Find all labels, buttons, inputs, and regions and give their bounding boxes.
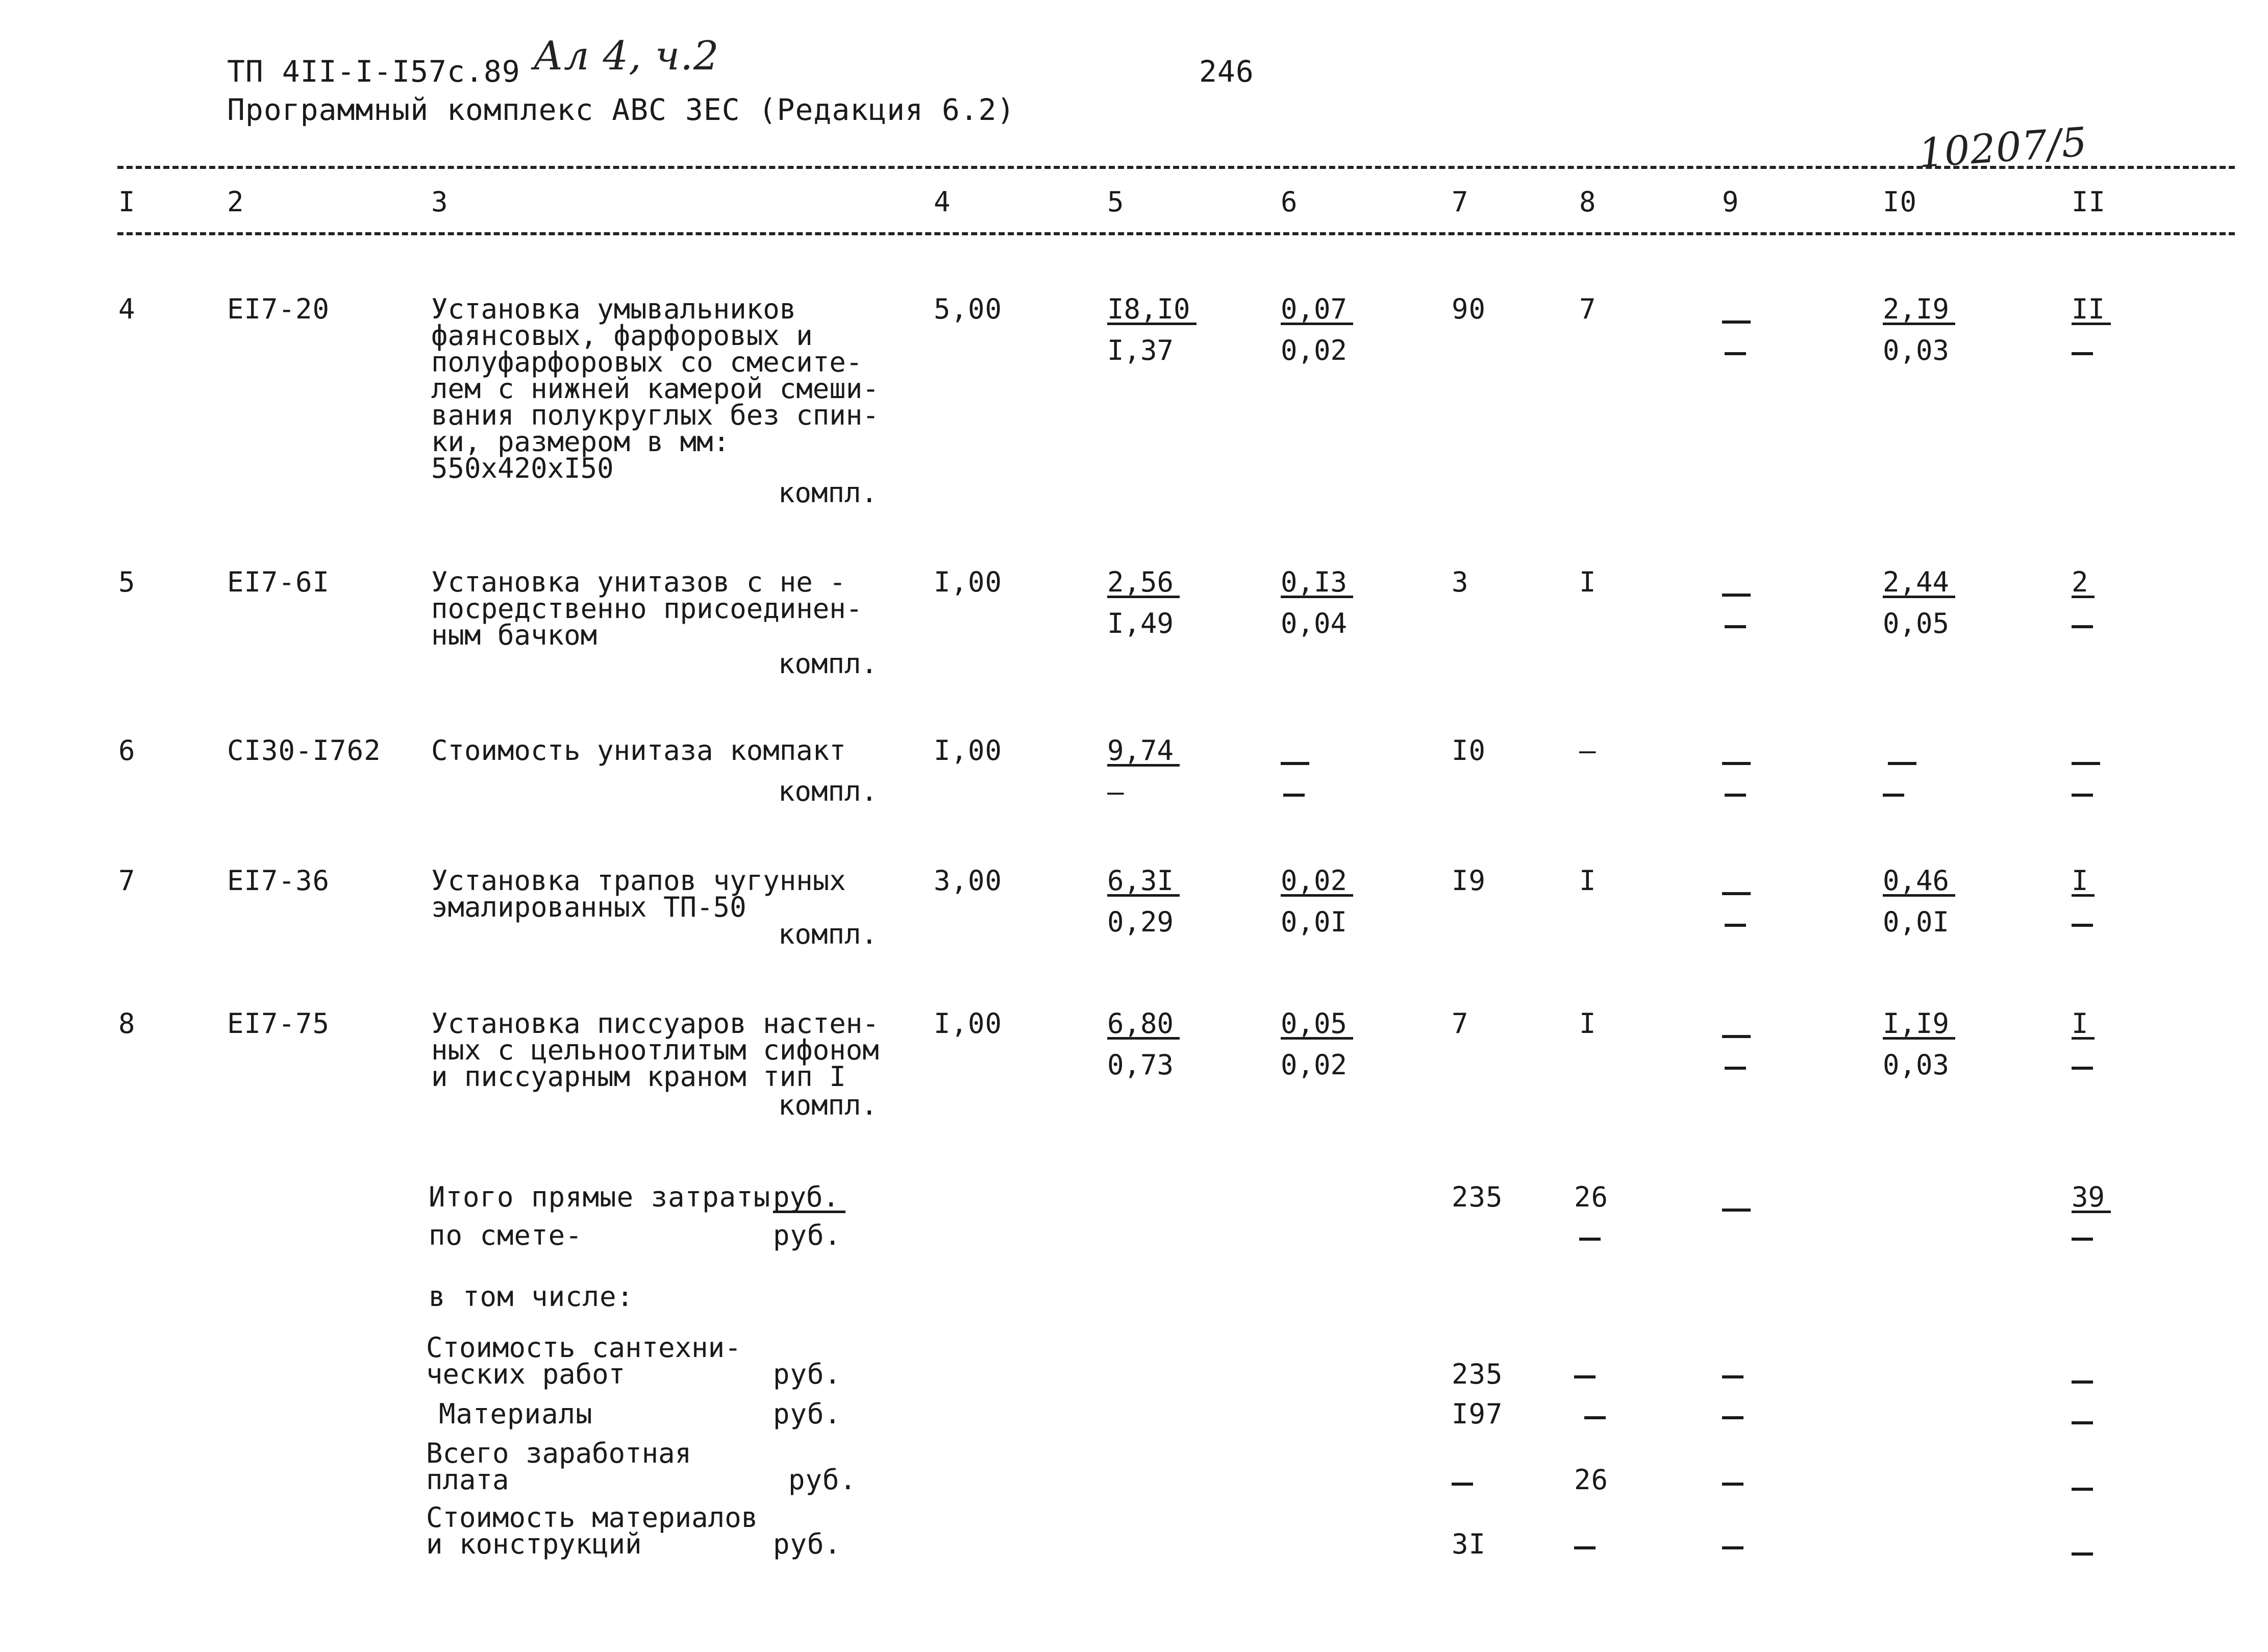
document-code: ТП 4II-I-I57с.89: [227, 54, 520, 89]
totals-col8-dash: [1579, 1238, 1601, 1241]
col10-top: 2,I9: [1883, 296, 1955, 325]
row-quantity: I,00: [934, 734, 1003, 767]
totals-col9-dash: [1722, 1209, 1751, 1212]
col9-dash-top: [1722, 320, 1751, 324]
column-header: 7: [1452, 186, 1469, 218]
column-header: 9: [1722, 186, 1739, 218]
col5-bottom: I,49: [1107, 607, 1174, 639]
col5-fraction: [1107, 1007, 1180, 1081]
col5-bottom: –: [1107, 776, 1124, 808]
col6-top: 0,05: [1281, 1010, 1353, 1040]
col11-value: [2072, 566, 2095, 598]
col6-top: 0,07: [1281, 296, 1353, 325]
col6-fraction: [1281, 1007, 1353, 1081]
totals-item-col7: 235: [1452, 1358, 1503, 1390]
col6-bottom: 0,0I: [1281, 906, 1348, 938]
col9-dash-bottom: [1725, 794, 1746, 797]
totals-col11-dash: [2072, 1238, 2093, 1241]
col6-dash-top: [1281, 762, 1309, 765]
col10-top: I,I9: [1883, 1010, 1955, 1040]
row-quantity: I,00: [934, 1007, 1003, 1040]
col6-top: 0,I3: [1281, 569, 1353, 598]
including-label: в том числе:: [429, 1280, 634, 1313]
page-number: 246: [1199, 54, 1254, 89]
col10-dash-top: [1888, 762, 1916, 765]
totals-item-col11-dash: [2072, 1552, 2093, 1556]
col5-bottom: 0,29: [1107, 906, 1174, 938]
totals-item-col9-dash: [1722, 1416, 1743, 1419]
col8-value: I: [1579, 566, 1597, 598]
col5-bottom: 0,73: [1107, 1049, 1174, 1081]
col6-bottom: 0,02: [1281, 334, 1348, 366]
col11-dash-bottom: [2072, 352, 2093, 355]
handwritten-reference: 10207/5: [1917, 119, 2089, 177]
col9-dash-top: [1722, 1035, 1751, 1038]
col11-top: I: [2072, 1010, 2095, 1040]
col6-dash-bottom: [1283, 794, 1305, 797]
col10-bottom: 0,05: [1883, 607, 1950, 639]
totals-item-unit: руб.: [788, 1464, 857, 1496]
totals-unit-line2: руб.: [773, 1219, 842, 1251]
col10-fraction: [1883, 566, 1955, 639]
totals-item-col11-dash: [2072, 1421, 2093, 1424]
totals-unit-line1: [773, 1181, 845, 1213]
col9-dash-bottom: [1725, 352, 1746, 355]
col7-value: 90: [1452, 293, 1486, 325]
row-number: 4: [118, 293, 136, 325]
totals-item-label: Стоимость материалов и конструкций: [426, 1501, 758, 1560]
col10-bottom: 0,03: [1883, 334, 1950, 366]
col5-bottom: I,37: [1107, 334, 1174, 366]
totals-item-col7: 3I: [1452, 1528, 1486, 1560]
row-description: Установка писсуаров настен- ных с цельноотлитым сифоном и писсуарным краном тип I: [431, 1007, 879, 1093]
totals-col7: 235: [1452, 1181, 1503, 1213]
col5-top: 2,56: [1107, 569, 1180, 598]
col10-bottom: 0,03: [1883, 1049, 1950, 1081]
totals-item-unit: руб.: [773, 1398, 842, 1430]
col11-dash-bottom: [2072, 1067, 2093, 1070]
col11-dash-bottom: [2072, 924, 2093, 927]
totals-item-label: Стоимость сантехни- ческих работ: [426, 1332, 741, 1390]
col11-dash-top: [2072, 762, 2100, 765]
totals-item-col7-dash: [1452, 1483, 1473, 1486]
program-title: Программный комплекс АВС ЗЕС (Редакция 6.2): [227, 92, 1015, 127]
row-quantity: 5,00: [934, 293, 1003, 325]
handwritten-note: Ал 4, ч.2: [533, 33, 719, 79]
col11-top: II: [2072, 296, 2111, 325]
col5-fraction: [1107, 566, 1180, 639]
totals-item-col11-dash: [2072, 1380, 2093, 1384]
row-unit: компл.: [778, 918, 878, 950]
totals-item-unit: руб.: [773, 1358, 842, 1390]
col9-dash-top: [1722, 762, 1751, 765]
column-header: 5: [1107, 186, 1125, 218]
column-header: 2: [227, 186, 244, 218]
header-rule-top: [117, 166, 2235, 169]
totals-item-col8-dash: [1584, 1416, 1606, 1419]
column-header: 8: [1579, 186, 1597, 218]
col10-top: 2,44: [1883, 569, 1955, 598]
col8-value: 7: [1579, 293, 1597, 325]
col10-fraction: [1883, 865, 1955, 938]
col10-bottom: 0,0I: [1883, 906, 1950, 938]
col11-value: [2072, 293, 2111, 325]
totals-item-label: Материалы: [439, 1398, 593, 1430]
col8-value: –: [1579, 734, 1597, 767]
col9-dash-top: [1722, 892, 1751, 895]
totals-item-col9-dash: [1722, 1375, 1743, 1378]
header-rule-bottom: [117, 232, 2235, 235]
row-unit: компл.: [778, 477, 878, 509]
col5-top: I8,I0: [1107, 296, 1197, 325]
column-header: I0: [1883, 186, 1917, 218]
col7-value: I9: [1452, 865, 1486, 897]
col5-top: 6,80: [1107, 1010, 1180, 1040]
totals-item-col8-dash: [1574, 1375, 1596, 1378]
col9-dash-bottom: [1725, 924, 1746, 927]
row-description: Установка умывальников фаянсовых, фарфоровых и полуфарфоровых со смесите- лем с нижней камерой смеши- вания полукруглых без спин- ки, размером в мм: 550х420хI50: [431, 293, 879, 484]
col8-value: I: [1579, 1007, 1597, 1040]
col7-value: I0: [1452, 734, 1486, 767]
row-number: 8: [118, 1007, 136, 1040]
totals-col8: 26: [1574, 1181, 1609, 1213]
col6-top: 0,02: [1281, 868, 1353, 897]
col11-value: [2072, 865, 2095, 897]
row-unit: компл.: [778, 648, 878, 680]
column-header: II: [2072, 186, 2106, 218]
col11-top: I: [2072, 868, 2095, 897]
col5-fraction: [1107, 865, 1180, 938]
row-quantity: I,00: [934, 566, 1003, 598]
col8-value: I: [1579, 865, 1597, 897]
col6-fraction: [1281, 865, 1353, 938]
row-unit: компл.: [778, 1089, 878, 1121]
totals-label-line1: Итого прямые затраты: [429, 1181, 771, 1213]
col11-dash-bottom: [2072, 625, 2093, 628]
col6-bottom: 0,02: [1281, 1049, 1348, 1081]
totals-item-col9-dash: [1722, 1546, 1743, 1549]
totals-col11-top: 39: [2072, 1184, 2111, 1213]
totals-col11: [2072, 1181, 2111, 1213]
col11-dash-bottom: [2072, 794, 2093, 797]
row-description: Установка трапов чугунных эмалированных ТП-50: [431, 865, 846, 923]
row-quantity: 3,00: [934, 865, 1003, 897]
row-code: ЕI7-20: [227, 293, 330, 325]
totals-unit-top: руб.: [773, 1184, 845, 1213]
col11-top: 2: [2072, 569, 2095, 598]
column-header: 3: [431, 186, 448, 218]
col10-fraction: [1883, 293, 1955, 366]
row-code: ЕI7-6I: [227, 566, 330, 598]
col9-dash-top: [1722, 594, 1751, 597]
col6-fraction: [1281, 566, 1353, 639]
totals-item-col7: I97: [1452, 1398, 1503, 1430]
col5-top: 9,74: [1107, 737, 1180, 767]
col5-fraction: [1107, 293, 1197, 366]
row-number: 6: [118, 734, 136, 767]
totals-item-unit: руб.: [773, 1528, 842, 1560]
row-number: 7: [118, 865, 136, 897]
col9-dash-bottom: [1725, 1067, 1746, 1070]
col11-value: [2072, 1007, 2095, 1040]
col9-dash-bottom: [1725, 625, 1746, 628]
totals-label-line2: по смете-: [429, 1219, 583, 1251]
totals-item-col11-dash: [2072, 1488, 2093, 1491]
totals-item-col9-dash: [1722, 1483, 1743, 1486]
row-description: Стоимость унитаза компакт: [431, 734, 846, 767]
col10-dash-bottom: [1883, 794, 1904, 797]
row-code: ЕI7-75: [227, 1007, 330, 1040]
totals-item-col8: 26: [1574, 1464, 1609, 1496]
col10-top: 0,46: [1883, 868, 1955, 897]
col7-value: 7: [1452, 1007, 1469, 1040]
row-number: 5: [118, 566, 136, 598]
col6-bottom: 0,04: [1281, 607, 1348, 639]
totals-item-col8-dash: [1574, 1546, 1596, 1549]
col5-fraction: [1107, 734, 1180, 808]
row-code: ЕI7-36: [227, 865, 330, 897]
row-description: Установка унитазов с не - посредственно присоединен- ным бачком: [431, 566, 863, 651]
col7-value: 3: [1452, 566, 1469, 598]
col5-top: 6,3I: [1107, 868, 1180, 897]
col10-fraction: [1883, 1007, 1955, 1081]
column-header: I: [118, 186, 136, 218]
column-header: 6: [1281, 186, 1298, 218]
col6-fraction: [1281, 293, 1353, 366]
row-code: СI30-I762: [227, 734, 381, 767]
column-header: 4: [934, 186, 951, 218]
row-unit: компл.: [778, 775, 878, 807]
totals-item-label: Всего заработная плата: [426, 1437, 692, 1496]
